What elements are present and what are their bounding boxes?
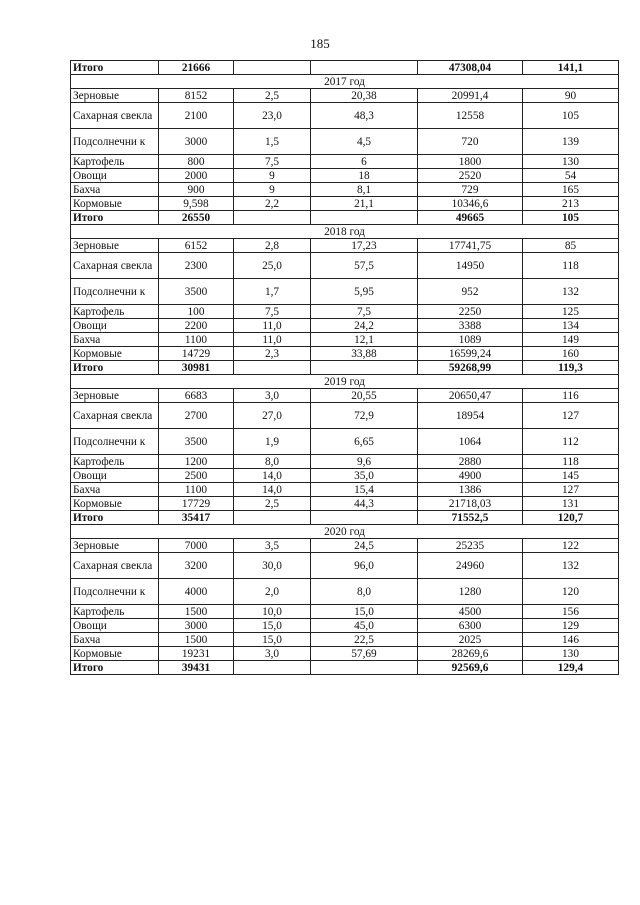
table-cell: 122 bbox=[523, 539, 619, 553]
crop-name: Овощи bbox=[71, 319, 159, 333]
table-cell: 21718,03 bbox=[418, 497, 523, 511]
table-row bbox=[71, 197, 619, 211]
table-cell: 6300 bbox=[418, 619, 523, 633]
table-row bbox=[71, 253, 619, 279]
crop-name: Кормовые bbox=[71, 197, 159, 211]
year-header-row bbox=[71, 375, 619, 389]
table-cell: 1200 bbox=[159, 455, 234, 469]
table-row-total bbox=[71, 211, 619, 225]
table-cell: 6683 bbox=[159, 389, 234, 403]
crop-name: Овощи bbox=[71, 169, 159, 183]
total-col3 bbox=[234, 61, 311, 75]
table-cell: 3,0 bbox=[234, 647, 311, 661]
crop-name: Сахарная свекла bbox=[71, 403, 159, 429]
table-cell: 1280 bbox=[418, 579, 523, 605]
table-cell: 2000 bbox=[159, 169, 234, 183]
table-cell: 3500 bbox=[159, 429, 234, 455]
table-cell: 132 bbox=[523, 279, 619, 305]
table-row bbox=[71, 347, 619, 361]
table-row bbox=[71, 429, 619, 455]
table-cell: 14950 bbox=[418, 253, 523, 279]
table-cell: 24,5 bbox=[311, 539, 418, 553]
table-cell: 54 bbox=[523, 169, 619, 183]
page-number: 185 bbox=[310, 36, 330, 51]
table-cell: 3000 bbox=[159, 129, 234, 155]
total-cell: 30981 bbox=[159, 361, 234, 375]
total-label: Итого bbox=[71, 211, 159, 225]
table-cell: 7000 bbox=[159, 539, 234, 553]
table-cell: 20,38 bbox=[311, 89, 418, 103]
table-cell: 2,0 bbox=[234, 579, 311, 605]
total-cell bbox=[311, 661, 418, 675]
table-cell: 19231 bbox=[159, 647, 234, 661]
year-header-row bbox=[71, 225, 619, 239]
table-cell: 6,65 bbox=[311, 429, 418, 455]
total-cell bbox=[234, 661, 311, 675]
total-cell: 120,7 bbox=[523, 511, 619, 525]
crop-name: Сахарная свекла bbox=[71, 553, 159, 579]
table-cell: 12,1 bbox=[311, 333, 418, 347]
table-cell: 139 bbox=[523, 129, 619, 155]
table-cell: 18954 bbox=[418, 403, 523, 429]
crop-production-table bbox=[70, 60, 619, 675]
table-cell: 1,7 bbox=[234, 279, 311, 305]
table-cell: 8,1 bbox=[311, 183, 418, 197]
total-cell: 119,3 bbox=[523, 361, 619, 375]
table-cell: 146 bbox=[523, 633, 619, 647]
crop-name: Зерновые bbox=[71, 89, 159, 103]
crop-name: Подсолнечни к bbox=[71, 429, 159, 455]
table-cell: 127 bbox=[523, 403, 619, 429]
table-cell: 48,3 bbox=[311, 103, 418, 129]
crop-name: Бахча bbox=[71, 633, 159, 647]
table-cell: 8,0 bbox=[311, 579, 418, 605]
total-cell: 129,4 bbox=[523, 661, 619, 675]
table-cell: 7,5 bbox=[311, 305, 418, 319]
table-cell: 2025 bbox=[418, 633, 523, 647]
table-cell: 1089 bbox=[418, 333, 523, 347]
table-row bbox=[71, 605, 619, 619]
total-label: Итого bbox=[71, 511, 159, 525]
table-cell: 3,5 bbox=[234, 539, 311, 553]
crop-name: Картофель bbox=[71, 155, 159, 169]
table-cell: 2,2 bbox=[234, 197, 311, 211]
table-cell: 2,5 bbox=[234, 497, 311, 511]
table-cell: 24,2 bbox=[311, 319, 418, 333]
table-cell: 45,0 bbox=[311, 619, 418, 633]
table-cell: 9,598 bbox=[159, 197, 234, 211]
crop-name: Овощи bbox=[71, 469, 159, 483]
table-cell: 25235 bbox=[418, 539, 523, 553]
table-cell: 4500 bbox=[418, 605, 523, 619]
table-cell: 21,1 bbox=[311, 197, 418, 211]
year-header-row bbox=[71, 75, 619, 89]
table-row bbox=[71, 389, 619, 403]
table-row bbox=[71, 469, 619, 483]
total-cell bbox=[311, 211, 418, 225]
table-cell: 2700 bbox=[159, 403, 234, 429]
table-row bbox=[71, 497, 619, 511]
total-cell: 39431 bbox=[159, 661, 234, 675]
table-cell: 1800 bbox=[418, 155, 523, 169]
table-row bbox=[71, 239, 619, 253]
year-label: 2020 год bbox=[71, 525, 619, 539]
table-cell: 15,0 bbox=[234, 633, 311, 647]
table-cell: 1500 bbox=[159, 605, 234, 619]
table-row bbox=[71, 403, 619, 429]
table-cell: 1500 bbox=[159, 633, 234, 647]
table-cell: 2880 bbox=[418, 455, 523, 469]
table-row bbox=[71, 169, 619, 183]
table-row bbox=[71, 319, 619, 333]
table-cell: 17741,75 bbox=[418, 239, 523, 253]
table-cell: 3200 bbox=[159, 553, 234, 579]
table-cell: 10,0 bbox=[234, 605, 311, 619]
crop-name: Картофель bbox=[71, 605, 159, 619]
table-cell: 1100 bbox=[159, 333, 234, 347]
table-cell: 3,0 bbox=[234, 389, 311, 403]
table-cell: 28269,6 bbox=[418, 647, 523, 661]
crop-name: Зерновые bbox=[71, 239, 159, 253]
crop-name: Подсолнечни к bbox=[71, 579, 159, 605]
total-cell: 59268,99 bbox=[418, 361, 523, 375]
table-cell: 900 bbox=[159, 183, 234, 197]
table-cell: 165 bbox=[523, 183, 619, 197]
table-cell: 131 bbox=[523, 497, 619, 511]
table-cell: 3500 bbox=[159, 279, 234, 305]
year-label: 2017 год bbox=[71, 75, 619, 89]
table-cell: 14,0 bbox=[234, 469, 311, 483]
table-row bbox=[71, 129, 619, 155]
table-cell: 4,5 bbox=[311, 129, 418, 155]
table-cell: 20,55 bbox=[311, 389, 418, 403]
table-cell: 17,23 bbox=[311, 239, 418, 253]
table-cell: 15,0 bbox=[311, 605, 418, 619]
table-row-total bbox=[71, 661, 619, 675]
table-cell: 800 bbox=[159, 155, 234, 169]
crop-name: Подсолнечни к bbox=[71, 279, 159, 305]
table-row bbox=[71, 455, 619, 469]
table-cell: 15,4 bbox=[311, 483, 418, 497]
total-cell: 26550 bbox=[159, 211, 234, 225]
table-cell: 1386 bbox=[418, 483, 523, 497]
total-cell: 105 bbox=[523, 211, 619, 225]
total-label: Итого bbox=[71, 361, 159, 375]
table-cell: 72,9 bbox=[311, 403, 418, 429]
table-cell: 12558 bbox=[418, 103, 523, 129]
table-cell: 20650,47 bbox=[418, 389, 523, 403]
crop-name: Зерновые bbox=[71, 539, 159, 553]
table-cell: 2250 bbox=[418, 305, 523, 319]
table-cell: 127 bbox=[523, 483, 619, 497]
table-cell: 11,0 bbox=[234, 319, 311, 333]
table-cell: 118 bbox=[523, 253, 619, 279]
table-cell: 9 bbox=[234, 169, 311, 183]
table-cell: 44,3 bbox=[311, 497, 418, 511]
total-label: Итого bbox=[71, 661, 159, 675]
table-cell: 105 bbox=[523, 103, 619, 129]
table-cell: 17729 bbox=[159, 497, 234, 511]
crop-name: Кормовые bbox=[71, 347, 159, 361]
total-cell bbox=[234, 361, 311, 375]
table-cell: 27,0 bbox=[234, 403, 311, 429]
crop-name: Кормовые bbox=[71, 497, 159, 511]
crop-name: Бахча bbox=[71, 333, 159, 347]
total-cell: 49665 bbox=[418, 211, 523, 225]
table-cell: 6152 bbox=[159, 239, 234, 253]
table-cell: 7,5 bbox=[234, 305, 311, 319]
table-cell: 2500 bbox=[159, 469, 234, 483]
table-cell: 14729 bbox=[159, 347, 234, 361]
table-cell: 96,0 bbox=[311, 553, 418, 579]
table-cell: 16599,24 bbox=[418, 347, 523, 361]
table-row bbox=[71, 155, 619, 169]
table-cell: 720 bbox=[418, 129, 523, 155]
table-row bbox=[71, 633, 619, 647]
table-cell: 9 bbox=[234, 183, 311, 197]
table-cell: 134 bbox=[523, 319, 619, 333]
table-cell: 10346,6 bbox=[418, 197, 523, 211]
crop-name: Картофель bbox=[71, 305, 159, 319]
table-cell: 11,0 bbox=[234, 333, 311, 347]
table-cell: 33,88 bbox=[311, 347, 418, 361]
year-label: 2019 год bbox=[71, 375, 619, 389]
table-cell: 2520 bbox=[418, 169, 523, 183]
table-row bbox=[71, 553, 619, 579]
table-row bbox=[71, 483, 619, 497]
total-col4 bbox=[311, 61, 418, 75]
table-cell: 23,0 bbox=[234, 103, 311, 129]
crop-name: Картофель bbox=[71, 455, 159, 469]
table-row-total bbox=[71, 361, 619, 375]
table-cell: 15,0 bbox=[234, 619, 311, 633]
total-cell: 92569,6 bbox=[418, 661, 523, 675]
table-cell: 130 bbox=[523, 155, 619, 169]
table-cell: 24960 bbox=[418, 553, 523, 579]
total-cell bbox=[234, 511, 311, 525]
table-row bbox=[71, 103, 619, 129]
table-cell: 129 bbox=[523, 619, 619, 633]
table-cell: 8,0 bbox=[234, 455, 311, 469]
total-index: 141,1 bbox=[523, 61, 619, 75]
table-cell: 160 bbox=[523, 347, 619, 361]
table-cell: 729 bbox=[418, 183, 523, 197]
table-cell: 9,6 bbox=[311, 455, 418, 469]
table-cell: 149 bbox=[523, 333, 619, 347]
table-row bbox=[71, 333, 619, 347]
table-row bbox=[71, 647, 619, 661]
table-cell: 120 bbox=[523, 579, 619, 605]
table-cell: 100 bbox=[159, 305, 234, 319]
table-row bbox=[71, 539, 619, 553]
crop-name: Бахча bbox=[71, 183, 159, 197]
table-cell: 5,95 bbox=[311, 279, 418, 305]
table-cell: 2,8 bbox=[234, 239, 311, 253]
table-row bbox=[71, 89, 619, 103]
table-cell: 6 bbox=[311, 155, 418, 169]
table-cell: 2200 bbox=[159, 319, 234, 333]
table-cell: 118 bbox=[523, 455, 619, 469]
table-cell: 30,0 bbox=[234, 553, 311, 579]
table-row bbox=[71, 183, 619, 197]
year-header-row bbox=[71, 525, 619, 539]
total-cell bbox=[311, 361, 418, 375]
table-cell: 4900 bbox=[418, 469, 523, 483]
table-cell: 25,0 bbox=[234, 253, 311, 279]
year-label: 2018 год bbox=[71, 225, 619, 239]
table-cell: 8152 bbox=[159, 89, 234, 103]
table-cell: 1064 bbox=[418, 429, 523, 455]
table-cell: 112 bbox=[523, 429, 619, 455]
table-cell: 213 bbox=[523, 197, 619, 211]
total-cell bbox=[234, 211, 311, 225]
table-cell: 952 bbox=[418, 279, 523, 305]
table-cell: 145 bbox=[523, 469, 619, 483]
table-cell: 7,5 bbox=[234, 155, 311, 169]
table-cell: 2100 bbox=[159, 103, 234, 129]
table-row bbox=[71, 279, 619, 305]
table-cell: 1100 bbox=[159, 483, 234, 497]
table-cell: 85 bbox=[523, 239, 619, 253]
table-cell: 1,9 bbox=[234, 429, 311, 455]
table-cell: 57,5 bbox=[311, 253, 418, 279]
table-cell: 57,69 bbox=[311, 647, 418, 661]
table-cell: 14,0 bbox=[234, 483, 311, 497]
table-cell: 3000 bbox=[159, 619, 234, 633]
table-cell: 90 bbox=[523, 89, 619, 103]
table-row bbox=[71, 579, 619, 605]
table-cell: 156 bbox=[523, 605, 619, 619]
table-cell: 1,5 bbox=[234, 129, 311, 155]
total-label: Итого bbox=[71, 61, 159, 75]
table-cell: 2,3 bbox=[234, 347, 311, 361]
table-cell: 2,5 bbox=[234, 89, 311, 103]
crop-name: Сахарная свекла bbox=[71, 103, 159, 129]
table-cell: 18 bbox=[311, 169, 418, 183]
table-cell: 116 bbox=[523, 389, 619, 403]
table-row-total bbox=[71, 61, 619, 75]
total-cell: 35417 bbox=[159, 511, 234, 525]
table-cell: 132 bbox=[523, 553, 619, 579]
total-cell bbox=[311, 511, 418, 525]
total-value: 47308,04 bbox=[418, 61, 523, 75]
table-row-total bbox=[71, 511, 619, 525]
table-cell: 22,5 bbox=[311, 633, 418, 647]
total-cell: 71552,5 bbox=[418, 511, 523, 525]
table-cell: 35,0 bbox=[311, 469, 418, 483]
table-row bbox=[71, 305, 619, 319]
crop-name: Бахча bbox=[71, 483, 159, 497]
table-row bbox=[71, 619, 619, 633]
crop-name: Кормовые bbox=[71, 647, 159, 661]
table-cell: 2300 bbox=[159, 253, 234, 279]
table-cell: 3388 bbox=[418, 319, 523, 333]
total-area: 21666 bbox=[159, 61, 234, 75]
crop-name: Зерновые bbox=[71, 389, 159, 403]
table-cell: 4000 bbox=[159, 579, 234, 605]
table-cell: 130 bbox=[523, 647, 619, 661]
table-cell: 20991,4 bbox=[418, 89, 523, 103]
crop-name: Подсолнечни к bbox=[71, 129, 159, 155]
table-cell: 125 bbox=[523, 305, 619, 319]
crop-name: Сахарная свекла bbox=[71, 253, 159, 279]
crop-name: Овощи bbox=[71, 619, 159, 633]
